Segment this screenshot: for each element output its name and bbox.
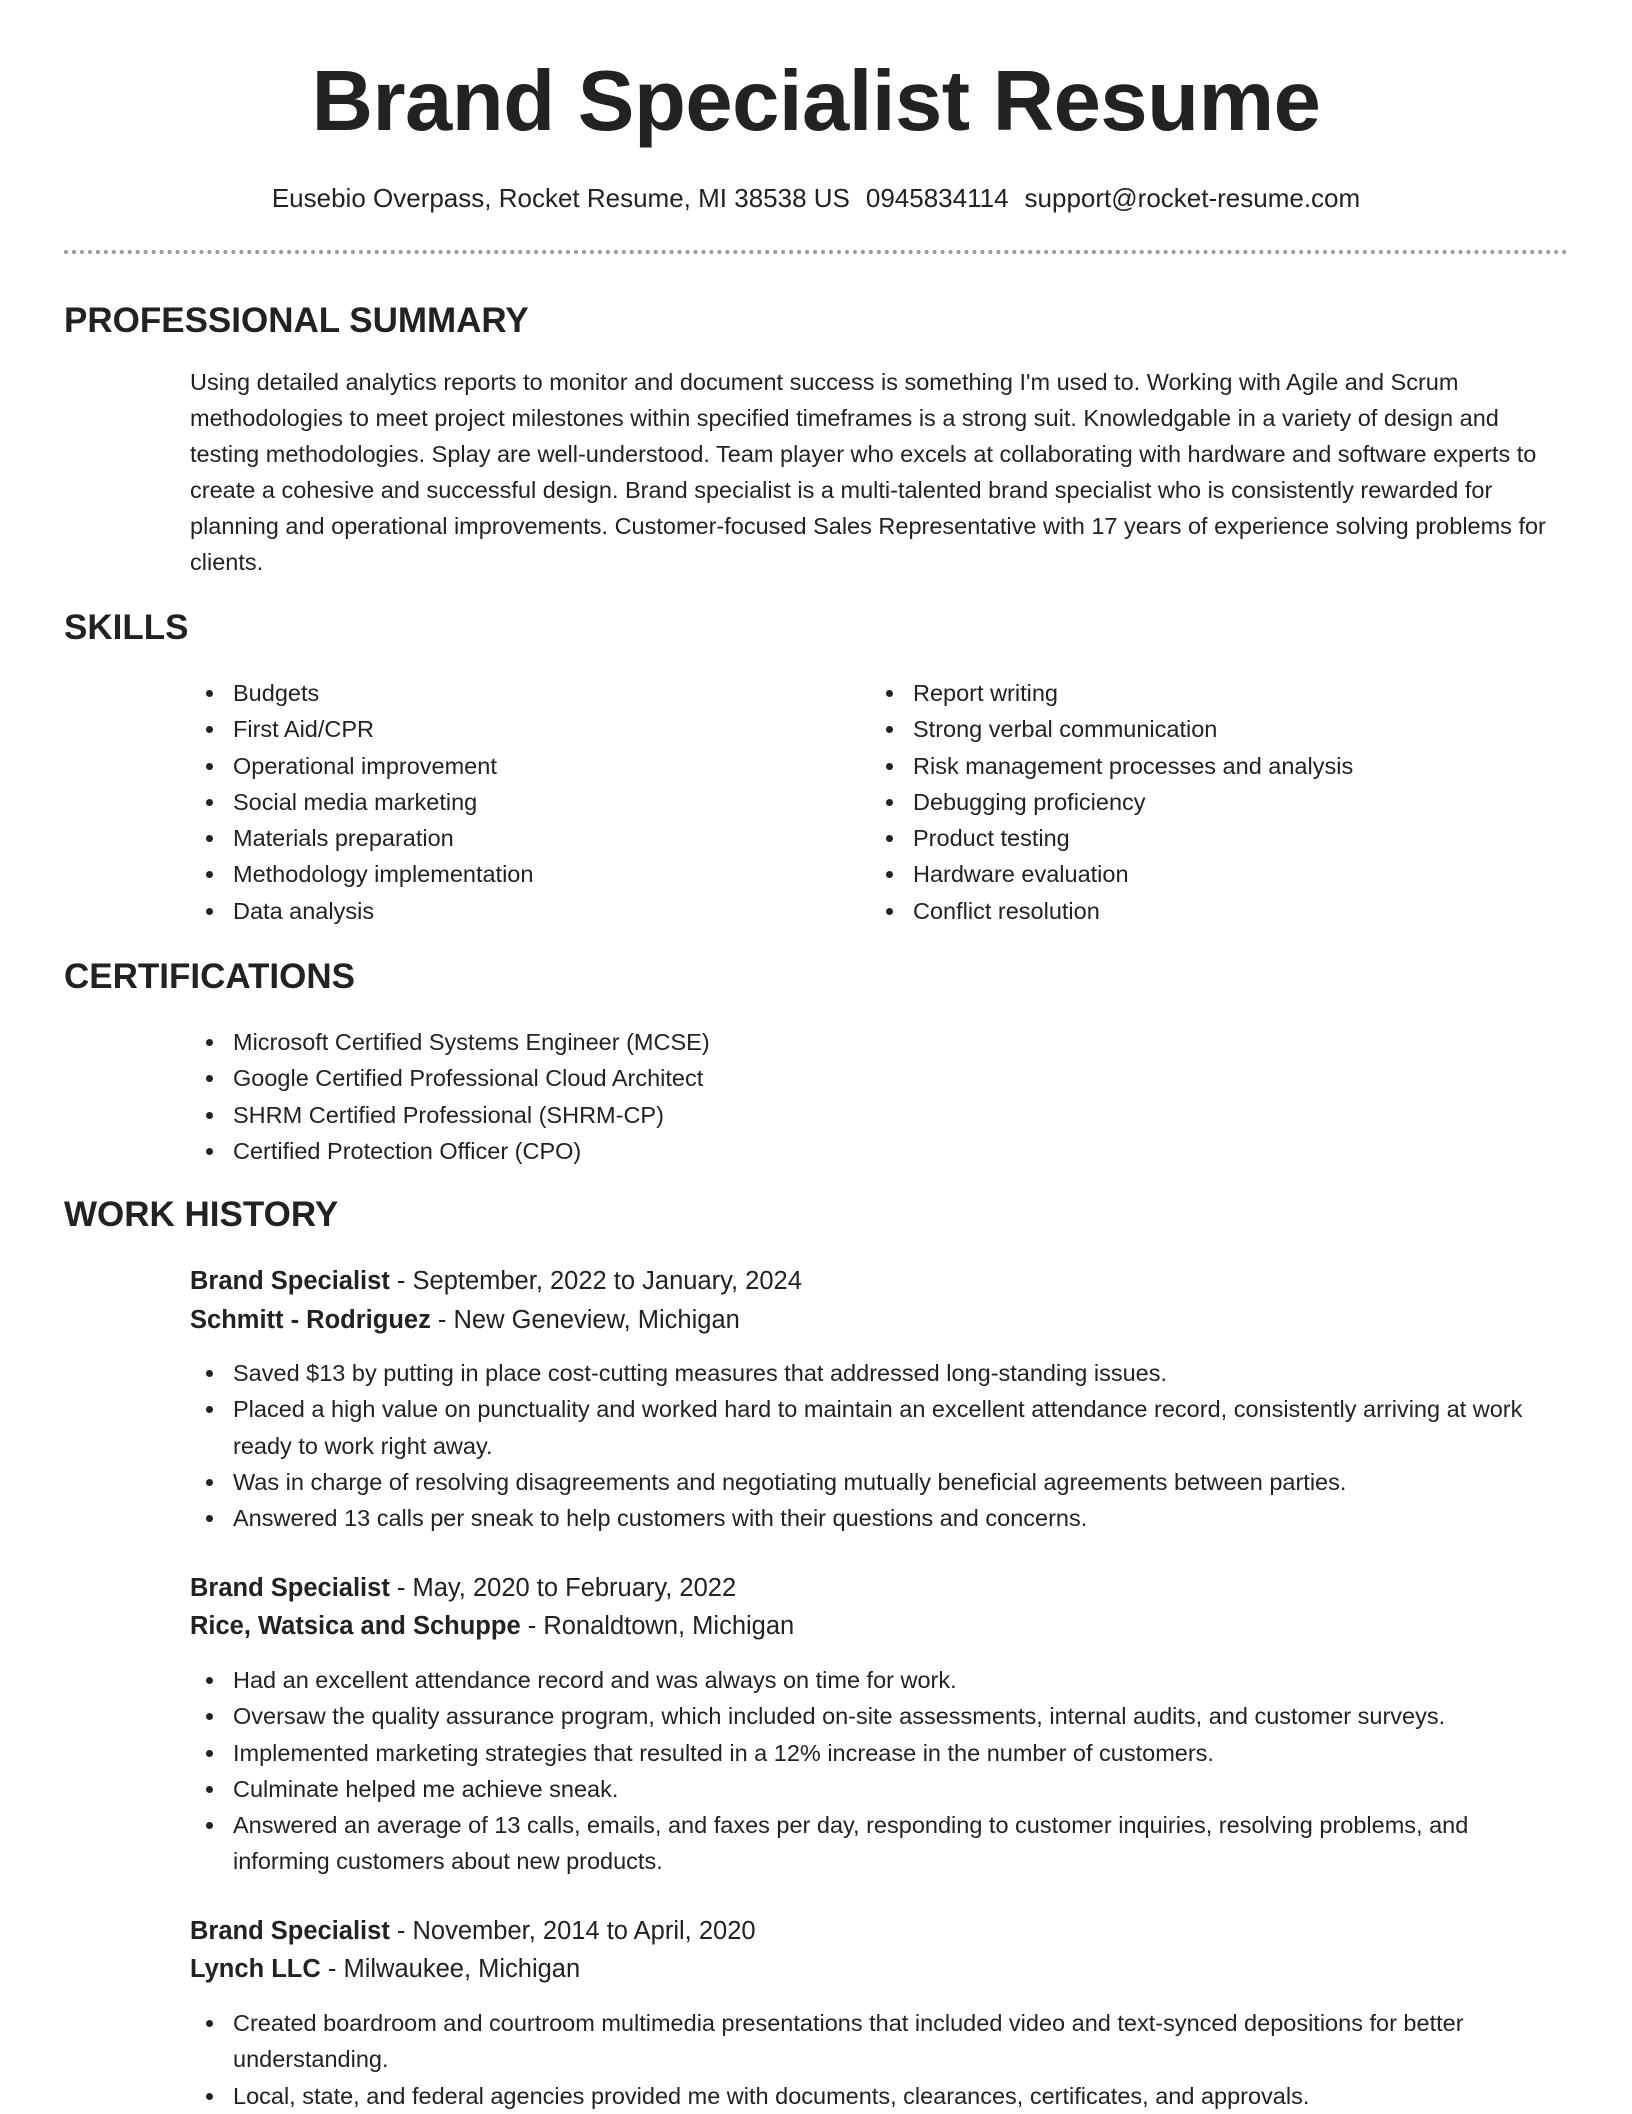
- contact-email: support@rocket-resume.com: [1024, 183, 1361, 213]
- summary-heading: PROFESSIONAL SUMMARY: [64, 301, 529, 340]
- job-title-line: [190, 1263, 802, 1299]
- skill-item: Debugging proficiency: [870, 784, 1560, 820]
- job-bullet: Answered 13 calls per sneak to help customers with their questions and concerns.: [190, 1500, 1560, 1536]
- job-bullets: [190, 1662, 1560, 1880]
- job-title-line: [190, 1913, 756, 1949]
- job-title: Brand Specialist: [190, 1574, 390, 1602]
- job-bullet: Oversaw the quality assurance program, which included on-site assessments, internal audits, and customer surveys.: [190, 1698, 1560, 1734]
- job-bullet: Placed a high value on punctuality and worked hard to maintain an excellent attendance record, consistently arriving at work ready to work right away.: [190, 1391, 1560, 1464]
- skill-item: Operational improvement: [190, 748, 850, 784]
- job-location: Milwaukee, Michigan: [343, 1955, 581, 1983]
- job-company-line: [190, 1951, 580, 1987]
- job-separator: -: [389, 1267, 413, 1295]
- job-bullet: Implemented marketing strategies that resulted in a 12% increase in the number of customers.: [190, 1735, 1560, 1771]
- job-bullet: Had an excellent attendance record and was always on time for work.: [190, 1662, 1560, 1698]
- job-bullet: Answered an average of 13 calls, emails, and faxes per day, responding to customer inquiries, resolving problems, and informing customers about new products.: [190, 1807, 1560, 1880]
- job-separator: -: [520, 1612, 544, 1640]
- job-separator: -: [430, 1306, 454, 1334]
- job-title-line: [190, 1570, 736, 1606]
- skill-item: Hardware evaluation: [870, 856, 1560, 892]
- contact-address: Eusebio Overpass, Rocket Resume, MI 38538 US: [271, 183, 850, 213]
- resume-title: Brand Specialist Resume: [311, 54, 1321, 149]
- job-company: Schmitt - Rodriguez: [190, 1306, 431, 1334]
- job-location: New Geneview, Michigan: [453, 1306, 740, 1334]
- header-divider: [64, 250, 1568, 254]
- job-dates: November, 2014 to April, 2020: [412, 1917, 756, 1945]
- job-bullet: Created boardroom and courtroom multimedia presentations that included video and text-synced depositions for better understanding.: [190, 2005, 1560, 2078]
- skills-heading: SKILLS: [64, 608, 189, 647]
- skill-item: Social media marketing: [190, 784, 850, 820]
- job-company: Lynch LLC: [190, 1955, 321, 1983]
- skills-list-left: [190, 675, 850, 929]
- job-location: Ronaldtown, Michigan: [543, 1612, 795, 1640]
- skill-item: Conflict resolution: [870, 893, 1560, 929]
- certification-item: Certified Protection Officer (CPO): [190, 1133, 1568, 1169]
- skills-list-right: [870, 675, 1560, 929]
- skill-item: Report writing: [870, 675, 1560, 711]
- job-company-line: [190, 1608, 794, 1644]
- job-bullet: Culminate helped me achieve sneak.: [190, 1771, 1560, 1807]
- job-dates: May, 2020 to February, 2022: [412, 1574, 737, 1602]
- job-bullet: Local, state, and federal agencies provided me with documents, clearances, certificates, and approvals.: [190, 2078, 1560, 2114]
- job-title: Brand Specialist: [190, 1267, 390, 1295]
- skill-item: Methodology implementation: [190, 856, 850, 892]
- certification-item: Microsoft Certified Systems Engineer (MCSE): [190, 1024, 1568, 1060]
- job-company-line: [190, 1302, 740, 1338]
- contact-line: [0, 180, 1632, 216]
- job-separator: -: [389, 1574, 413, 1602]
- job-bullet: Saved $13 by putting in place cost-cutting measures that addressed long-standing issues.: [190, 1355, 1560, 1391]
- job-separator: -: [320, 1955, 344, 1983]
- skill-item: Risk management processes and analysis: [870, 748, 1560, 784]
- skill-item: Strong verbal communication: [870, 711, 1560, 747]
- job-bullets: [190, 2005, 1560, 2114]
- certification-item: SHRM Certified Professional (SHRM-CP): [190, 1097, 1568, 1133]
- skill-item: Product testing: [870, 820, 1560, 856]
- work-history-heading: WORK HISTORY: [64, 1195, 339, 1234]
- job-bullet: Was in charge of resolving disagreements and negotiating mutually beneficial agreements between parties.: [190, 1464, 1560, 1500]
- contact-phone: 0945834114: [865, 183, 1009, 213]
- job-title: Brand Specialist: [190, 1917, 390, 1945]
- job-separator: -: [389, 1917, 413, 1945]
- skill-item: Budgets: [190, 675, 850, 711]
- skill-item: Data analysis: [190, 893, 850, 929]
- certifications-heading: CERTIFICATIONS: [64, 957, 356, 996]
- skill-item: Materials preparation: [190, 820, 850, 856]
- job-company: Rice, Watsica and Schuppe: [190, 1612, 521, 1640]
- certification-item: Google Certified Professional Cloud Architect: [190, 1060, 1568, 1096]
- skill-item: First Aid/CPR: [190, 711, 850, 747]
- job-dates: September, 2022 to January, 2024: [412, 1267, 802, 1295]
- certifications-list: [190, 1024, 1568, 1169]
- job-bullets: [190, 1355, 1560, 1536]
- summary-text: Using detailed analytics reports to monitor and document success is something I'm used to. Working with Agile and Scrum methodologies to meet project milestones within specified timeframes is a strong suit. Knowledgable in a variety of design and testing methodologies. Splay are well-understood. Team player who excels at collaborating with hardware and software experts to create a cohesive and successful design. Brand specialist is a multi-talented brand specialist who is consistently rewarded for planning and operational improvements. Customer-focused Sales Representative with 17 years of experience solving problems for clients.: [190, 369, 1546, 575]
